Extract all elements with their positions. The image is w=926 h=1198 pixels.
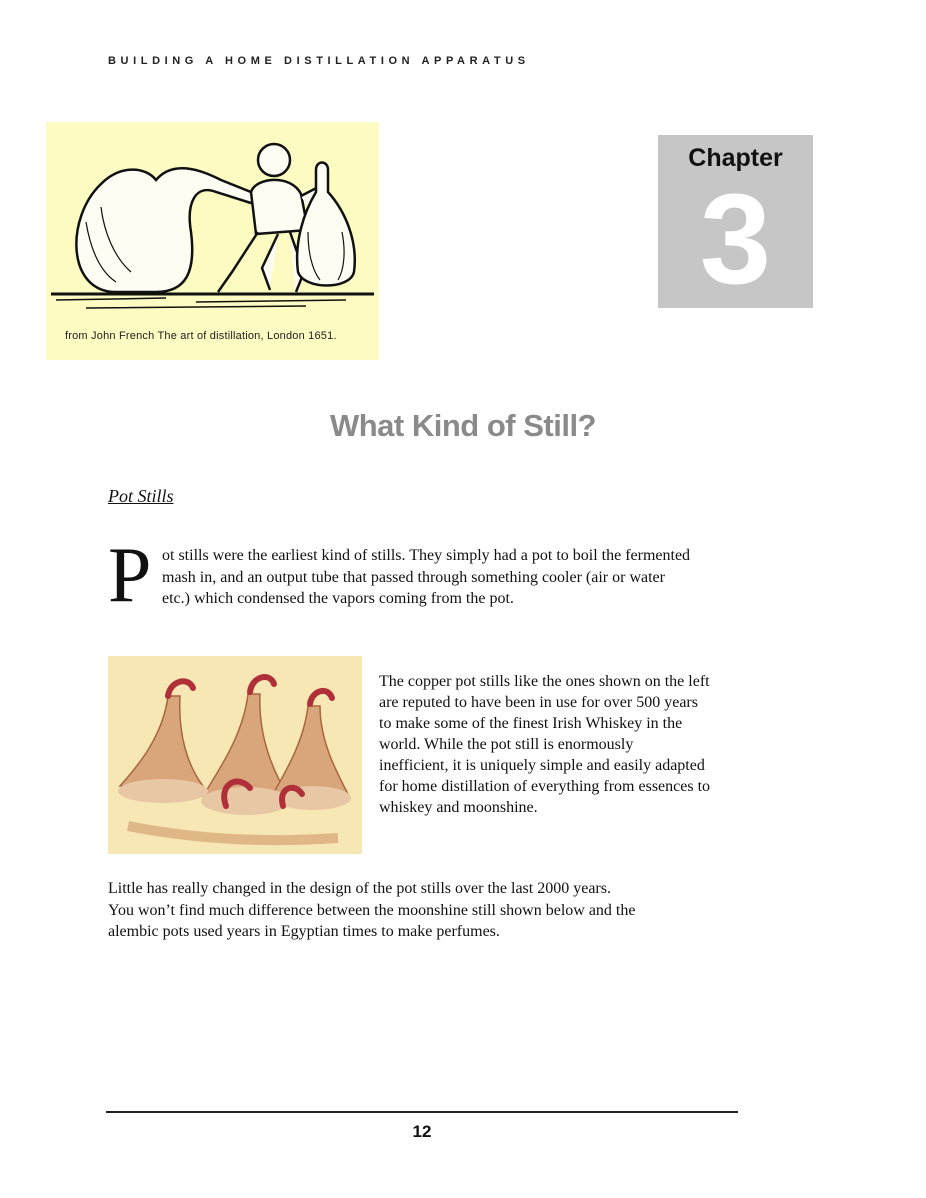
drop-cap: P bbox=[108, 531, 152, 618]
closing-line: alembic pots used years in Egyptian times to make perfumes. bbox=[108, 923, 500, 940]
side-line: are reputed to have been in use for over 500 years bbox=[379, 694, 698, 711]
intro-line: ot stills were the earliest kind of stills. They simply had a pot to boil the fermented bbox=[162, 547, 691, 564]
page-title: What Kind of Still? bbox=[329, 408, 596, 443]
figure-caption: from John French The art of distillation, London 1651. bbox=[65, 330, 337, 342]
closing-line: Little has really changed in the design of the pot stills over the last 2000 years. bbox=[108, 880, 611, 897]
running-header: BUILDING A HOME DISTILLATION APPARATUS bbox=[108, 55, 530, 67]
intro-line: etc.) which condensed the vapors coming from the pot. bbox=[162, 590, 514, 607]
intro-paragraph bbox=[162, 545, 742, 610]
page-number: 12 bbox=[412, 1122, 432, 1141]
section-heading: Pot Stills bbox=[108, 486, 174, 506]
side-line: to make some of the finest Irish Whiskey in the bbox=[379, 715, 683, 732]
alembic-woodcut-image bbox=[46, 122, 379, 360]
side-line: The copper pot stills like the ones shown on the left bbox=[379, 673, 710, 690]
closing-paragraph bbox=[108, 878, 708, 943]
chapter-badge bbox=[658, 135, 813, 311]
intro-line: mash in, and an output tube that passed through something cooler (air or water bbox=[162, 568, 665, 586]
footer-divider bbox=[106, 1111, 738, 1113]
closing-line: You won’t find much difference between the moonshine still shown below and the bbox=[108, 901, 636, 919]
side-line: for home distillation of everything from essences to bbox=[379, 778, 711, 795]
side-line: whiskey and moonshine. bbox=[379, 799, 538, 816]
side-paragraph bbox=[379, 671, 744, 818]
side-line: inefficient, it is uniquely simple and easily adapted bbox=[379, 757, 705, 774]
chapter-label: Chapter bbox=[688, 144, 783, 172]
woodcut-illustration bbox=[46, 122, 379, 360]
side-line: world. While the pot still is enormously bbox=[379, 736, 634, 753]
chapter-number: 3 bbox=[699, 168, 772, 311]
copper-pot-stills-image bbox=[108, 656, 362, 854]
